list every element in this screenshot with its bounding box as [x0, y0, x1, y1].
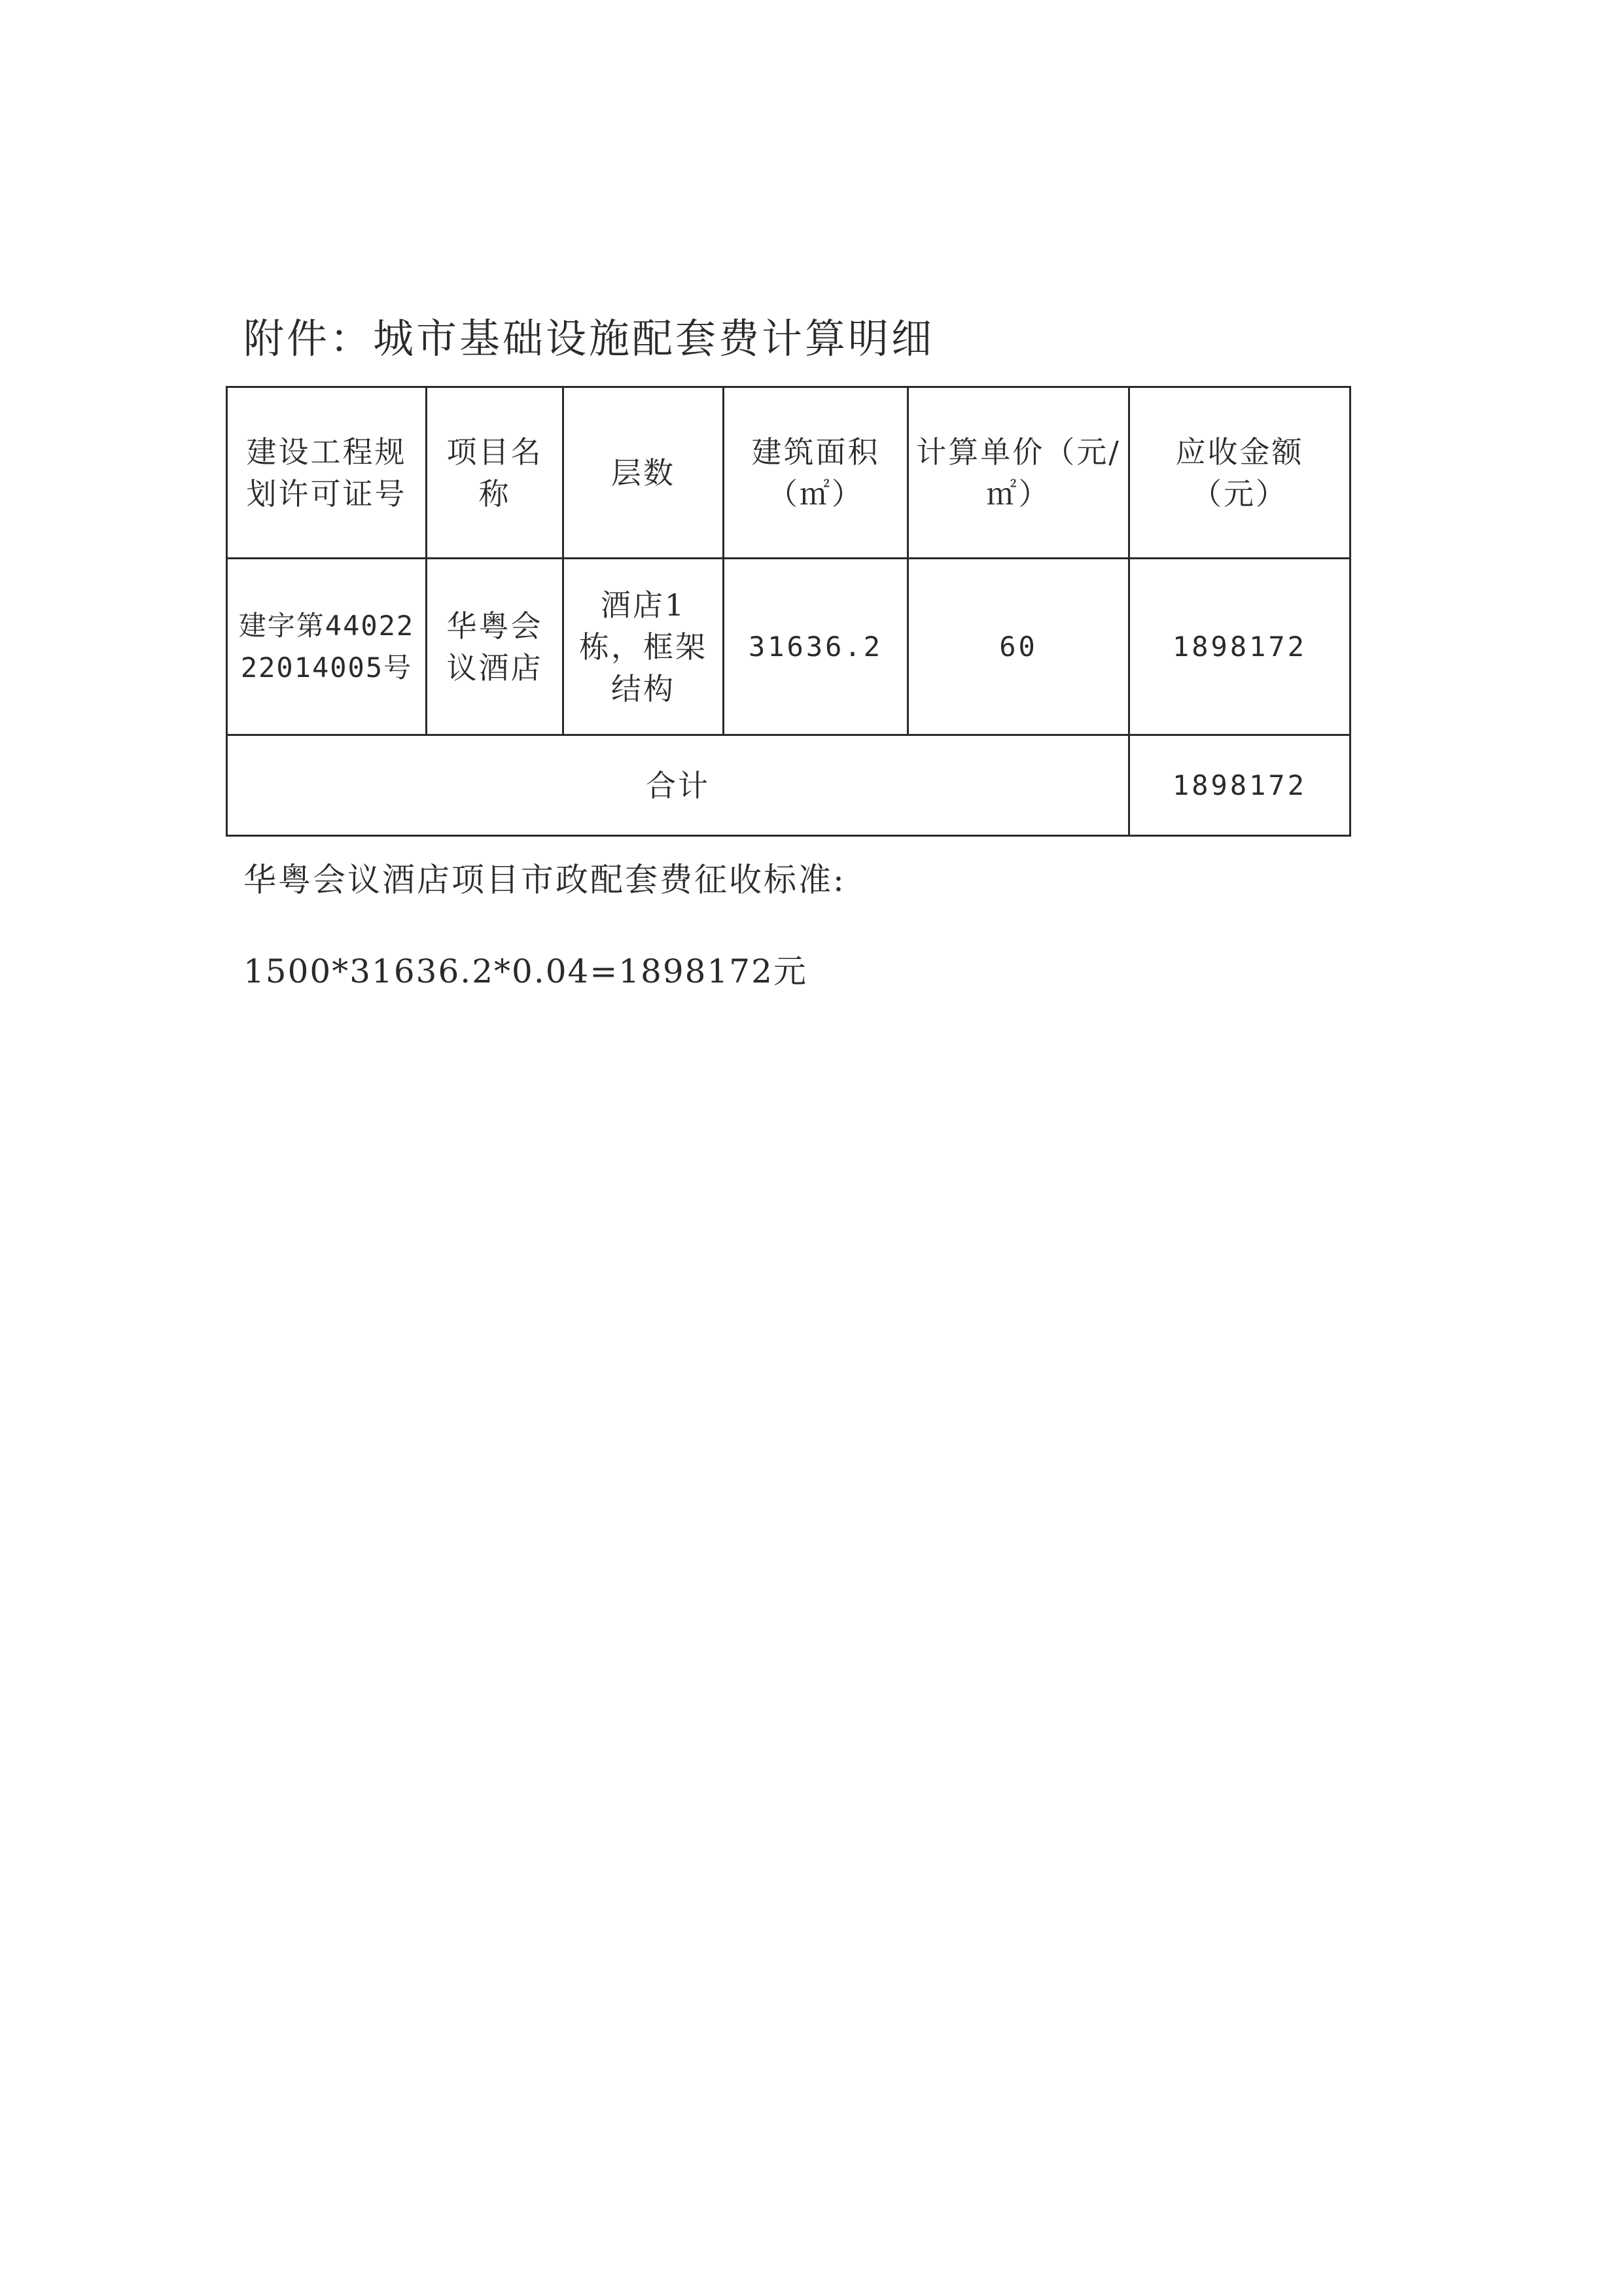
header-project-name: 项目名称 [427, 387, 563, 559]
table-row [227, 559, 1350, 735]
total-amount: 1898172 [1129, 735, 1350, 836]
fee-standard-label: 华粤会议酒店项目市政配套费征收标准: [243, 861, 846, 899]
total-label: 合计 [227, 735, 1129, 836]
cell-building-area: 31636.2 [724, 559, 908, 735]
page-title: 附件：城市基础设施配套费计算明细 [243, 315, 935, 362]
table-header-row [227, 387, 1350, 559]
cell-amount-due: 1898172 [1129, 559, 1350, 735]
header-amount-due: 应收金额（元） [1129, 387, 1350, 559]
header-building-area: 建筑面积（㎡） [724, 387, 908, 559]
header-permit-no: 建设工程规划许可证号 [227, 387, 427, 559]
header-floors: 层数 [563, 387, 724, 559]
fee-formula: 1500*31636.2*0.04=1898172元 [243, 952, 807, 990]
fee-calculation-table [226, 386, 1351, 837]
header-unit-price: 计算单价（元/㎡） [908, 387, 1129, 559]
cell-permit-no: 建字第4402222014005号 [227, 559, 427, 735]
cell-project-name: 华粤会议酒店 [427, 559, 563, 735]
cell-unit-price: 60 [908, 559, 1129, 735]
cell-floors: 酒店1栋，框架结构 [563, 559, 724, 735]
table-total-row [227, 735, 1350, 836]
